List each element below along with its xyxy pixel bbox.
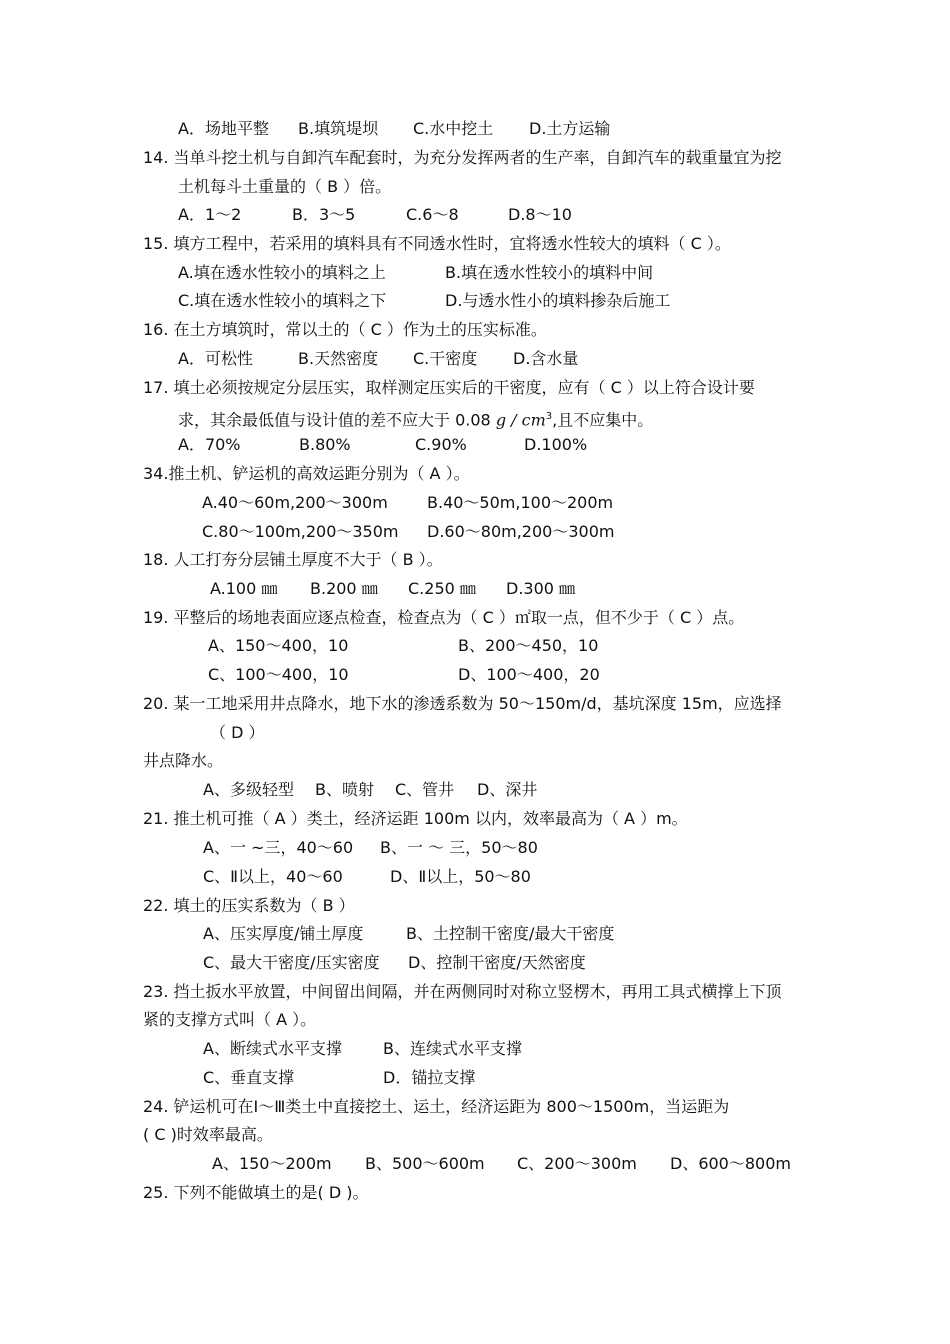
q13-option-b: B.填筑堤坝 <box>298 119 379 138</box>
q22-options-row1 <box>203 923 614 945</box>
q13-options <box>178 118 610 140</box>
q22-options-row2 <box>203 952 586 974</box>
q22-question: 22. 填土的压实系数为（ B ） <box>143 896 355 915</box>
q16-options <box>178 348 578 370</box>
q21-option-c: C、Ⅱ以上，40～60 <box>203 867 343 886</box>
q14-options <box>178 204 572 226</box>
q19-option-a: A、150～400，10 <box>208 636 349 655</box>
q15-options-row1 <box>178 262 653 284</box>
q24-option-d: D、600～800m <box>670 1154 791 1173</box>
q14-question-line2: 土机每斗土重量的（ B ）倍。 <box>178 177 392 196</box>
q17-unit-exponent: 3 <box>545 411 553 422</box>
q23-options-row1 <box>203 1038 522 1060</box>
q14-option-c: C.6～8 <box>406 205 459 224</box>
q18-option-a: A.100 ㎜ <box>210 579 278 598</box>
q17-option-c: C.90% <box>415 435 467 454</box>
q23-option-c: C、垂直支撑 <box>203 1068 295 1087</box>
q25-question: 25. 下列不能做填土的是( D )。 <box>143 1183 369 1202</box>
q20-question-line1: 20. 某一工地采用井点降水，地下水的渗透系数为 50～150m/d，基坑深度 15m，应选择 <box>143 694 782 713</box>
q20-option-d: D、深井 <box>477 780 538 799</box>
q15-option-c: C.填在透水性较小的填料之下 <box>178 291 387 310</box>
q24-question-line1: 24. 铲运机可在Ⅰ～Ⅲ类土中直接挖土、运土，经济运距为 800～1500m，当运距为 <box>143 1097 730 1116</box>
q20-answer-blank: （ D ） <box>210 723 265 742</box>
q22-option-c: C、最大干密度/压实密度 <box>203 953 380 972</box>
q18-option-b: B.200 ㎜ <box>310 579 378 598</box>
q34-option-c: C.80～100m,200～350m <box>202 522 399 541</box>
q14-question-line1: 14. 当单斗挖土机与自卸汽车配套时，为充分发挥两者的生产率，自卸汽车的载重量宜为挖 <box>143 148 782 167</box>
q19-question: 19. 平整后的场地表面应逐点检查，检查点为（ C ）㎡取一点，但不少于（ C ）点。 <box>143 608 745 627</box>
q19-option-c: C、100～400，10 <box>208 665 349 684</box>
q18-option-d: D.300 ㎜ <box>506 579 576 598</box>
q20-options <box>203 779 537 801</box>
q21-options-row2 <box>203 866 531 888</box>
q13-option-d: D.土方运输 <box>529 119 611 138</box>
q17-options <box>178 434 587 456</box>
q22-option-d: D、控制干密度/天然密度 <box>408 953 586 972</box>
q15-options-row2 <box>178 290 670 312</box>
q21-option-a: A、一 ~三，40～60 <box>203 838 354 857</box>
q23-options-row2 <box>203 1067 475 1089</box>
q19-options-row1 <box>208 635 598 657</box>
q23-option-a: A、断续式水平支撑 <box>203 1039 342 1058</box>
q20-option-b: B、喷射 <box>315 780 374 799</box>
q34-options-row1 <box>202 492 613 514</box>
q24-option-a: A、150～200m <box>212 1154 332 1173</box>
q16-question: 16. 在土方填筑时，常以土的（ C ）作为土的压实标准。 <box>143 320 547 339</box>
q16-option-b: B.天然密度 <box>298 349 379 368</box>
q13-option-c: C.水中挖土 <box>413 119 494 138</box>
q21-options-row1 <box>203 837 538 859</box>
q23-question-line2: 紧的支撑方式叫（ A ）。 <box>143 1010 317 1029</box>
q34-question: 34.推土机、铲运机的高效运距分别为（ A ）。 <box>143 464 470 483</box>
q15-option-d: D.与透水性小的填料掺杂后施工 <box>445 291 671 310</box>
q16-option-a: A．可松性 <box>178 349 253 368</box>
q17-density-unit: g / cm <box>495 410 546 430</box>
q23-option-d: D．锚拉支撑 <box>383 1068 476 1087</box>
q18-option-c: C.250 ㎜ <box>408 579 476 598</box>
q20-question-line3: 井点降水。 <box>143 751 224 770</box>
q17-option-d: D.100% <box>524 435 588 454</box>
q18-question: 18. 人工打夯分层铺土厚度不大于（ B ）。 <box>143 550 443 569</box>
q15-question: 15. 填方工程中，若采用的填料具有不同透水性时，宜将透水性较大的填料（ C ）。 <box>143 234 731 253</box>
q21-option-b: B、一 ～ 三，50～80 <box>380 838 538 857</box>
q34-option-a: A.40～60m,200～300m <box>202 493 388 512</box>
q24-option-b: B、500～600m <box>365 1154 485 1173</box>
q34-option-d: D.60～80m,200～300m <box>427 522 615 541</box>
q19-option-b: B、200～450，10 <box>458 636 599 655</box>
q24-question-line2: ( C )时效率最高。 <box>143 1125 273 1144</box>
q34-option-b: B.40～50m,100～200m <box>427 493 614 512</box>
q17-option-a: A．70% <box>178 435 241 454</box>
q24-options <box>212 1153 791 1175</box>
q20-option-a: A、多级轻型 <box>203 780 294 799</box>
q22-option-b: B、土控制干密度/最大干密度 <box>406 924 615 943</box>
q14-option-b: B．3～5 <box>292 205 356 224</box>
q21-question: 21. 推土机可推（ A ）类土，经济运距 100m 以内，效率最高为（ A ）m。 <box>143 809 688 828</box>
q15-option-b: B.填在透水性较小的填料中间 <box>445 263 654 282</box>
q24-option-c: C、200～300m <box>517 1154 637 1173</box>
q19-option-d: D、100～400，20 <box>458 665 600 684</box>
q14-option-d: D.8～10 <box>508 205 572 224</box>
q22-option-a: A、压实厚度/铺土厚度 <box>203 924 364 943</box>
q18-options <box>210 578 575 600</box>
q13-option-a: A．场地平整 <box>178 119 269 138</box>
q14-option-a: A．1～2 <box>178 205 242 224</box>
q15-option-a: A.填在透水性较小的填料之上 <box>178 263 386 282</box>
q23-option-b: B、连续式水平支撑 <box>383 1039 522 1058</box>
q23-question-line1: 23. 挡土扳水平放置，中间留出间隔，并在两侧同时对称立竖楞木，再用工具式横撑上下顶 <box>143 982 782 1001</box>
q34-options-row2 <box>202 521 614 543</box>
q17-question-line1: 17. 填土必须按规定分层压实，取样测定压实后的干密度，应有（ C ）以上符合设计要 <box>143 378 755 397</box>
q16-option-d: D.含水量 <box>513 349 579 368</box>
q20-option-c: C、管井 <box>395 780 455 799</box>
q17-question-line2 <box>178 406 653 428</box>
q16-option-c: C.干密度 <box>413 349 478 368</box>
q17-line2-text: 求，其余最低值与设计值的差不应大于 0.08 <box>178 410 496 430</box>
q17-option-b: B.80% <box>299 435 351 454</box>
q19-options-row2 <box>208 664 600 686</box>
q21-option-d: D、Ⅱ以上，50～80 <box>390 867 531 886</box>
q17-line2-tail: ,且不应集中。 <box>552 410 654 430</box>
